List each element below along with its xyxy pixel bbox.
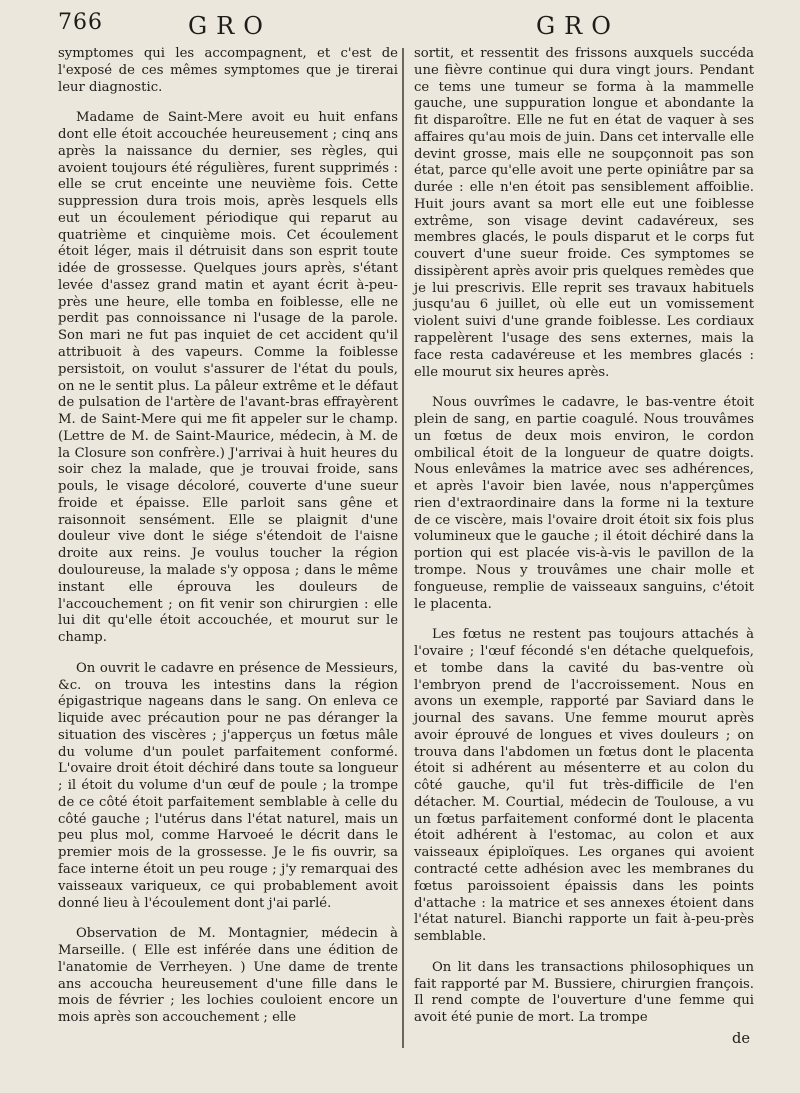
paragraph: On ouvrit le cadavre en présence de Messieurs, &c. on trouva les intestins dans la région épigastrique nageans dans le sang. On enleva ce liquide avec précaution pour ne pas déranger la situation des viscères ; j'apperçus un fœtus mâle du volume d'un poulet parfaitement conformé. L'ovaire droit étoit déchiré dans toute sa longueur ; il étoit du volume d'un œuf de poule ; la trompe de ce côté étoit parfaitement semblable à celle du côté gauche ; l'utérus dans l'état naturel, mais un peu plus mol, comme Harvoeé le décrit dans le premier mois de la grossesse. Je le fis ouvrir, sa face interne étoit un peu rouge ; j'y remarquai des vaisseaux variqueux, ce qui probablement avoit donné lieu à l'écoulement dont j'ai parlé. <box>58 660 398 911</box>
running-title-right: GRO <box>536 12 620 40</box>
paragraph: Les fœtus ne restent pas toujours attachés à l'ovaire ; l'œuf fécondé s'en détache quelquefois, et tombe dans la cavité du bas-ventre où l'embryon prend de l'accroissement. Nous en avons un exemple, rapporté par Saviard dans le journal des savans. Une femme mourut après avoir éprouvé de longues et vives douleurs ; on trouva dans l'abdomen un fœtus dont le placenta étoit si adhérent au mésenterre et au colon du côté gauche, qu'il fut très-difficile de l'en détacher. M. Courtial, médecin de Toulouse, a vu un fœtus parfaitement conformé dont le placenta étoit adhérent à l'estomac, au colon et aux vaisseaux épiploïques. Les organes qui avoient contracté cette adhésion avec les membranes du fœtus paroissoient épaissis dans les points d'attache : la matrice et ses annexes étoient dans l'état naturel. Bianchi rapporte un fait à-peu-près semblable. <box>414 627 754 945</box>
paragraph: Madame de Saint-Mere avoit eu huit enfans dont elle étoit accouchée heureusement ; cinq ans après la naissance du dernier, ses règles, qui avoient toujours été régulières, furent supprimés : elle se crut enceinte une neuvième fois. Cette suppression dura trois mois, après lesquels ells eut un écoulement périodique qui reparut au quatrième et cinquième mois. Cet écoulement étoit léger, mais il détruisit dans son esprit toute idée de grossesse. Quelques jours après, s'étant levée d'assez grand matin et ayant écrit à-peu-près une heure, elle tomba en foiblesse, elle ne perdit pas connoissance ni l'usage de la parole. Son mari ne fut pas inquiet de cet accident qu'il attribuoit à des vapeurs. Comme la foiblesse persistoit, on voulut s'assurer de l'état du pouls, on ne le sentit plus. La pâleur extrême et le défaut de pulsation de l'artère de l'avant-bras effrayèrent M. de Saint-Mere qui me fit appeler sur le champ. (Lettre de M. de Saint-Maurice, médecin, à M. de la Closure son confrère.) J'arrivai à huit heures du soir chez la malade, que je trouvai froide, sans pouls, le visage décoloré, couverte d'une sueur froide et épaisse. Elle parloit sans gêne et raisonnoit sensément. Elle se plaignit d'une douleur vive dont le siége s'étendoit de l'aisne droite aux reins. Je voulus toucher la région douloureuse, la malade s'y opposa ; dans le même instant elle éprouva les douleurs de l'accouchement ; on fit venir son chirurgien : elle lui dit qu'elle étoit accouchée, et mourut sur le champ. <box>58 110 398 646</box>
catchword: de <box>732 1030 750 1047</box>
paragraph: sortit, et ressentit des frissons auxquels succéda une fièvre continue qui dura vingt jours. Pendant ce tems une tumeur se forma à la mammelle gauche, une suppuration longue et abondante la fit disparoître. Elle ne fut en état de vaquer à ses affaires qu'au mois de juin. Dans cet intervalle elle devint grosse, mais elle ne soupçonnoit pas son état, parce qu'elle avoit une perte opiniâtre par sa durée : elle n'en étoit pas sensiblement affoiblie. Huit jours avant sa mort elle eut une foiblesse extrême, son visage devint cadavéreux, ses membres glacés, le pouls disparut et le corps fut couvert d'une sueur froide. Ces symptomes se dissipèrent après avoir pris quelques remèdes que je lui prescrivis. Elle reprit ses travaux habituels jusqu'au 6 juillet, où elle eut un vomissement violent suivi d'une grande foiblesse. Les cordiaux rappelèrent l'usage des sens externes, mais la face resta cadavéreuse et les membres glacés : elle mourut six heures après. <box>414 46 754 380</box>
running-title-left: GRO <box>188 12 272 40</box>
running-header <box>0 8 800 44</box>
column-divider <box>402 48 404 1048</box>
paragraph: Observation de M. Montagnier, médecin à Marseille. ( Elle est inférée dans une édition de l'anatomie de Verrheyen. ) Une dame de trente ans accoucha heureusement d'une fille dans le mois de février ; les lochies couloient encore un mois après son accouchement ; elle <box>58 926 398 1026</box>
left-column <box>58 46 398 1027</box>
paragraph: Nous ouvrîmes le cadavre, le bas-ventre étoit plein de sang, en partie coagulé. Nous trouvâmes un fœtus de deux mois environ, le cordon ombilical étoit de la longueur de quatre doigts. Nous enlevâmes la matrice avec ses adhérences, et après l'avoir bien lavée, nous n'apperçûmes rien d'extraordinaire dans la forme ni la texture de ce viscère, mais l'ovaire droit étoit six fois plus volumineux que le gauche ; il étoit déchiré dans la portion qui est placée vis-à-vis le pavillon de la trompe. Nous y trouvâmes une chair molle et fongueuse, remplie de vaisseaux sanguins, c'étoit le placenta. <box>414 395 754 612</box>
paragraph: On lit dans les transactions philosophiques un fait rapporté par M. Bussiere, chirurgien françois. Il rend compte de l'ouverture d'une femme qui avoit été punie de mort. La trompe <box>414 959 754 1026</box>
right-column <box>414 46 754 1027</box>
paragraph: symptomes qui les accompagnent, et c'est de l'exposé de ces mêmes symptomes que je tirerai leur diagnostic. <box>58 46 398 95</box>
page-number: 766 <box>58 10 103 35</box>
